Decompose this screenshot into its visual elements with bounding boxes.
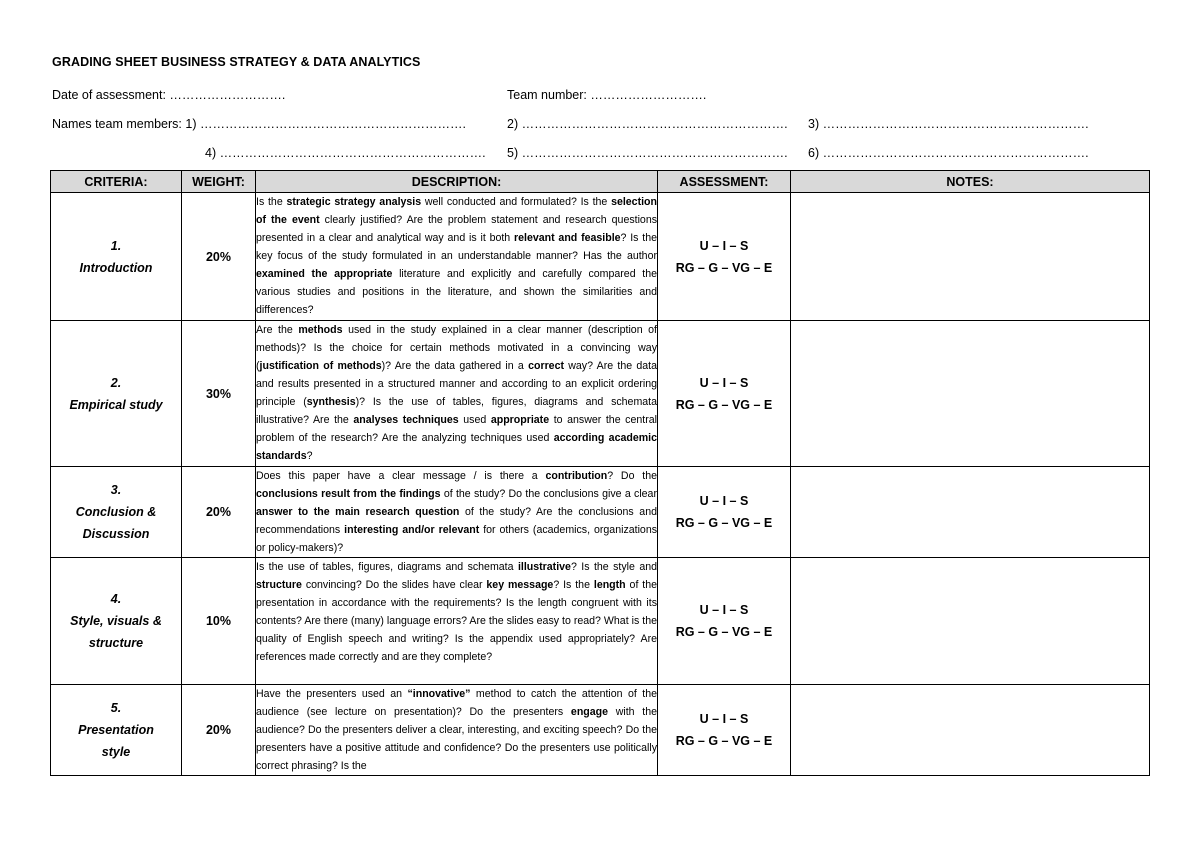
description-emphasis: appropriate bbox=[490, 414, 550, 426]
table-row bbox=[51, 558, 1150, 685]
criteria-name: Conclusion & Discussion bbox=[75, 505, 157, 541]
description-emphasis: answer to the main research question bbox=[256, 506, 460, 518]
description-emphasis: engage bbox=[570, 706, 609, 718]
criteria-number: 1. bbox=[110, 238, 122, 253]
description-cell bbox=[256, 467, 658, 558]
description-text: of the study? Do the conclusions give a clear bbox=[440, 488, 657, 500]
description-text: of the study? Are the conclusions and recommendations bbox=[256, 506, 657, 536]
criteria-cell bbox=[51, 321, 182, 467]
description-text: )? Are the data gathered in a bbox=[381, 360, 529, 372]
description-emphasis: strategic strategy analysis bbox=[286, 196, 422, 208]
description-cell bbox=[256, 685, 658, 776]
assessment-scale-secondary: RG – G – VG – E bbox=[675, 734, 773, 748]
criteria-number: 2. bbox=[110, 375, 122, 390]
notes-cell[interactable] bbox=[791, 467, 1150, 558]
criteria-name: Style, visuals & structure bbox=[70, 614, 162, 650]
description-emphasis: selection of the event bbox=[256, 196, 657, 226]
description-emphasis: justification of methods bbox=[259, 360, 382, 372]
table-row bbox=[51, 685, 1150, 776]
assessment-cell bbox=[658, 321, 791, 467]
criteria-number: 5. bbox=[110, 701, 122, 715]
description-emphasis: conclusions result from the findings bbox=[256, 488, 441, 500]
header-notes: NOTES: bbox=[791, 171, 1150, 193]
header-criteria: CRITERIA: bbox=[51, 171, 182, 193]
criteria-name: Empirical study bbox=[69, 397, 163, 412]
assessment-scale-primary: U – I – S bbox=[699, 494, 749, 508]
description-emphasis: relevant and feasible bbox=[514, 232, 621, 244]
description-emphasis: according academic standards bbox=[256, 432, 657, 462]
description-emphasis: key message bbox=[486, 579, 554, 591]
assessment-cell bbox=[658, 558, 791, 685]
description-emphasis: length bbox=[593, 579, 626, 591]
criteria-cell bbox=[51, 685, 182, 776]
weight-cell: 30% bbox=[182, 321, 256, 467]
date-of-assessment-field: Date of assessment: ………………………. bbox=[52, 88, 286, 102]
description-emphasis: structure bbox=[256, 579, 302, 591]
description-text: Is the bbox=[256, 196, 287, 208]
document-title: GRADING SHEET BUSINESS STRATEGY & DATA ANALYTICS bbox=[52, 55, 421, 69]
team-number-field: Team number: ………………………. bbox=[507, 88, 707, 102]
assessment-cell bbox=[658, 193, 791, 321]
description-emphasis: illustrative bbox=[517, 561, 571, 573]
table-header-row bbox=[51, 171, 1150, 193]
assessment-scale-secondary: RG – G – VG – E bbox=[675, 397, 773, 412]
assessment-scale-primary: U – I – S bbox=[699, 712, 749, 726]
description-cell bbox=[256, 321, 658, 467]
criteria-name: Introduction bbox=[79, 260, 153, 275]
description-text: ? Do the bbox=[607, 470, 657, 482]
criteria-cell bbox=[51, 467, 182, 558]
assessment-scale-secondary: RG – G – VG – E bbox=[675, 260, 773, 275]
description-text: ? Is the key focus of the study formulated in an understandable manner? Has the author bbox=[256, 232, 657, 262]
assessment-scale-primary: U – I – S bbox=[699, 375, 749, 390]
table-row bbox=[51, 467, 1150, 558]
weight-cell: 20% bbox=[182, 193, 256, 321]
description-text: literature and explicitly and carefully compared the various studies and positions in the literature, and shown the similarities and differences? bbox=[256, 268, 657, 316]
description-cell bbox=[256, 558, 658, 685]
description-emphasis: methods bbox=[298, 324, 343, 336]
description-emphasis: synthesis bbox=[306, 396, 356, 408]
description-emphasis: contribution bbox=[545, 470, 608, 482]
assessment-cell bbox=[658, 685, 791, 776]
team-member-2-field: 2) ………………………………………………………. bbox=[507, 117, 788, 131]
description-text: for others (academics, organizations or policy-makers)? bbox=[256, 524, 658, 554]
description-text: Are the bbox=[256, 324, 299, 336]
team-member-4-field: 4) ………………………………………………………. bbox=[205, 146, 486, 160]
description-text: ? Is the style and bbox=[570, 561, 657, 573]
description-text: used bbox=[458, 414, 491, 426]
description-emphasis: analyses techniques bbox=[353, 414, 459, 426]
table-row bbox=[51, 321, 1150, 467]
notes-cell[interactable] bbox=[791, 685, 1150, 776]
criteria-cell bbox=[51, 193, 182, 321]
assessment-scale-primary: U – I – S bbox=[699, 603, 749, 617]
description-text: Does this paper have a clear message / is there a bbox=[256, 470, 546, 482]
description-text: convincing? Do the slides have clear bbox=[301, 579, 487, 591]
header-weight: WEIGHT: bbox=[182, 171, 256, 193]
description-text: clearly justified? Are the problem statement and research questions presented in a clear and analytical way and is it both bbox=[256, 214, 658, 244]
description-text: of the presentation in accordance with the requirements? Is the length congruent with its contents? Are there (many) language errors? Are the slides easy to read? What is the quality of English speech and writing? Is the appendix used appropriately? Are references made correctly and are they complete? bbox=[256, 579, 658, 663]
team-member-6-field: 6) ………………………………………………………. bbox=[808, 146, 1089, 160]
description-emphasis: correct bbox=[528, 360, 564, 372]
description-cell bbox=[256, 193, 658, 321]
description-emphasis: examined the appropriate bbox=[256, 268, 393, 280]
description-text: )? Is the use of tables, figures, diagrams and schemata illustrative? Are the bbox=[256, 396, 657, 426]
team-member-5-field: 5) ………………………………………………………. bbox=[507, 146, 788, 160]
description-text: to answer the central problem of the research? Are the analyzing techniques used bbox=[256, 414, 657, 444]
description-text: ? Is the bbox=[553, 579, 594, 591]
weight-cell: 10% bbox=[182, 558, 256, 685]
assessment-cell bbox=[658, 467, 791, 558]
description-text: ? bbox=[306, 450, 313, 462]
description-text: method to catch the attention of the audience (see lecture on presentation)? Do the presenters bbox=[256, 688, 657, 718]
description-text: used in the study explained in a clear manner (description of methods)? Is the choice for certain methods motivated in a convincing way ( bbox=[256, 324, 657, 372]
description-text: well conducted and formulated? Is the bbox=[421, 196, 612, 208]
assessment-scale-secondary: RG – G – VG – E bbox=[675, 516, 773, 530]
description-emphasis: “innovative” bbox=[407, 688, 471, 700]
notes-cell[interactable] bbox=[791, 193, 1150, 321]
criteria-name: Presentation style bbox=[78, 723, 154, 759]
grading-table bbox=[50, 170, 1150, 776]
header-assessment: ASSESSMENT: bbox=[658, 171, 791, 193]
assessment-scale-secondary: RG – G – VG – E bbox=[675, 625, 773, 639]
criteria-number: 3. bbox=[110, 483, 122, 497]
team-member-3-field: 3) ………………………………………………………. bbox=[808, 117, 1089, 131]
description-text: way? Are the data and results presented in a structured manner and according to an explicit ordering principle ( bbox=[256, 360, 658, 408]
description-text: Have the presenters used an bbox=[256, 688, 408, 700]
header-description: DESCRIPTION: bbox=[256, 171, 658, 193]
description-text: Is the use of tables, figures, diagrams and schemata bbox=[256, 561, 518, 573]
criteria-cell bbox=[51, 558, 182, 685]
description-text: with the audience? Do the presenters deliver a clear, interesting, and exciting speech? Do the presenters have a positive attitude and confidence? Do the presenters use politically correct phrasing? Is the bbox=[256, 706, 657, 772]
criteria-number: 4. bbox=[110, 592, 122, 606]
description-emphasis: interesting and/or relevant bbox=[344, 524, 480, 536]
notes-cell[interactable] bbox=[791, 558, 1150, 685]
notes-cell[interactable] bbox=[791, 321, 1150, 467]
weight-cell: 20% bbox=[182, 467, 256, 558]
table-row bbox=[51, 193, 1150, 321]
team-member-1-field: Names team members: 1) ………………………………………………………. bbox=[52, 117, 466, 131]
assessment-scale-primary: U – I – S bbox=[699, 238, 749, 253]
weight-cell: 20% bbox=[182, 685, 256, 776]
